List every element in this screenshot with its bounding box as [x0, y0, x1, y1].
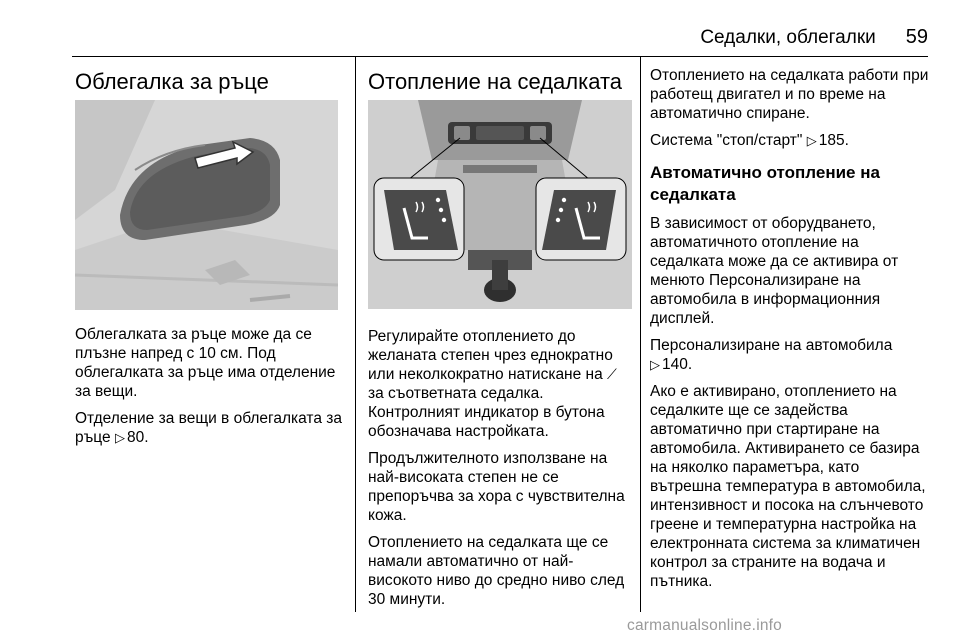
column-divider-2 [640, 57, 641, 612]
armrest-text [75, 325, 343, 455]
xref-triangle-icon: ▷ [650, 357, 660, 372]
seat-heating-paragraph-1 [368, 327, 632, 441]
seat-heat-icon: ⟋ [607, 366, 617, 382]
auto-heating-heading: Автоматично отопление на седалката [650, 163, 880, 204]
personalization-text: Персонализиране на автомобила [650, 337, 893, 354]
section-title: Седалки, облегалки [700, 27, 876, 48]
armrest-photo [75, 100, 338, 310]
auto-heating-paragraph-2: Ако е активирано, отоплението на седалките ще се задейства автоматично при стартиране на автомобила. Активирането се базира на няколко параметъра, като вътрешна температура в автомобила, интензивност и посока на слънчевото греене и температурна настройка на електронната система за климатичен контрол за страните на водача и пътника. [650, 383, 926, 590]
armrest-storage-text: Отделение за вещи в облегалката за ръце [75, 410, 342, 446]
xref-triangle-icon: ▷ [806, 133, 817, 148]
armrest-illustration [75, 100, 338, 310]
personalization-ref: 140. [662, 356, 693, 373]
armrest-paragraph-2 [75, 409, 343, 447]
stop-start-ref-paragraph [650, 131, 932, 150]
auto-heating-text [650, 66, 932, 599]
header-rule [72, 56, 928, 57]
seat-heating-paragraph-3: Отоплението на седалката ще се намали автоматично от най-високото ниво до средно ниво след 30 минути. [368, 534, 625, 608]
personalization-ref-paragraph [650, 336, 932, 374]
continued-paragraph: Отоплението на седалката работи при работещ двигател и по време на автоматично спиране. [650, 67, 929, 122]
seat-heating-p1b: за съответната седалка. Контролният индикатор в бутона обозначава настройката. [368, 385, 605, 440]
armrest-paragraph-1: Облегалката за ръце може да се плъзне напред с 10 см. Под облегалката за ръце има отделение за вещи. [75, 326, 336, 400]
page-number: 59 [905, 26, 928, 48]
seat-heating-text [368, 327, 632, 617]
watermark: carmanualsonline.info [627, 617, 782, 634]
stop-start-text: Система "стоп/старт" [650, 132, 803, 149]
armrest-heading: Облегалка за ръце [75, 69, 269, 94]
xref-triangle-icon: ▷ [114, 430, 125, 445]
armrest-storage-ref: 80. [126, 429, 149, 446]
auto-heating-paragraph-1: В зависимост от оборудването, автоматичното отопление на седалката може да се активира от менюто Персонализиране на автомобила в информационния дисплей. [650, 215, 899, 327]
seat-heating-p1a: Регулирайте отоплението до желаната степен чрез еднократно или неколкократно натискане на [368, 328, 613, 383]
stop-start-ref: 185. [818, 132, 849, 149]
column-divider-1 [355, 57, 356, 612]
seat-heating-heading: Отопление на седалката [368, 69, 623, 94]
seat-heating-illustration [368, 100, 632, 309]
running-head [640, 26, 928, 52]
seat-heating-buttons-photo [368, 100, 632, 309]
seat-heating-paragraph-2: Продължителното използване на най-високата степен не се препоръчва за хора с чувствителна кожа. [368, 450, 625, 524]
